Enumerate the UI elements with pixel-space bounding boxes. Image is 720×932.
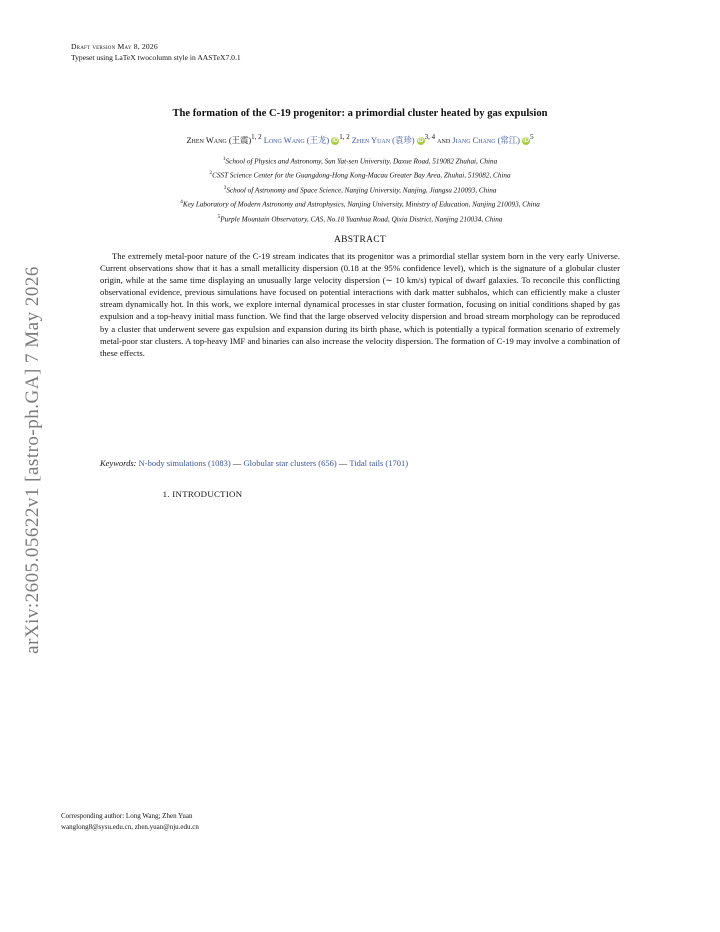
affiliation: $^3$School of Astronomy and Space Science, Nanjing University, Nanjing, Jiangsu 210093, China — [223, 184, 497, 195]
left-column — [61, 488, 344, 504]
typeset-header: Typeset using LaTeX twocolumn style in AASTeX7.0.1 — [71, 53, 241, 62]
orcid-icon[interactable]: iD — [523, 137, 530, 144]
corresponding-author-note: Corresponding author: Long Wang; Zhen Yuan wanglong8@sysu.edu.cn, zhen.yuan@nju.edu.cn — [61, 811, 344, 832]
keyword-link[interactable]: Globular star clusters (656) — [243, 458, 337, 468]
keyword-link[interactable]: Tidal tails (1701) — [349, 458, 409, 468]
section-heading: 1. INTRODUCTION — [162, 489, 243, 499]
affiliation: $^2$CSST Science Center for the Guangdong-Hong Kong-Macau Greater Bay Area, Zhuhai, 519082, China — [209, 170, 511, 180]
affiliation: $^1$School of Physics and Astronomy, Sun Yat-sen University, Daxue Road, 519082 Zhuhai, China — [222, 156, 498, 166]
author-name[interactable]: Long Wang (王龙) — [263, 135, 330, 145]
author-name[interactable]: Jiang Chang (常江) — [452, 135, 520, 145]
orcid-icon[interactable]: iD — [417, 137, 424, 144]
affiliation: $^5$Purple Mountain Observatory, CAS, No.10 Yuanhua Road, Qixia District, Nanjing 210034, China — [217, 213, 503, 224]
author-name[interactable]: Zhen Yuan (袁珍) — [351, 135, 415, 145]
keyword-link[interactable]: N-body simulations (1083) — [138, 458, 231, 468]
affiliation-list — [70, 153, 650, 225]
author-list: Zhen Wang (王震)$^{1, 2}$ Long Wang (王龙) iD$^{1, 2}$ Zhen Yuan (袁珍) iD$^{3, 4}$ and Jiang Chang (常江) $iD^5$ — [186, 133, 534, 145]
draft-version-header: Draft version May 8, 2026 — [71, 42, 158, 51]
affiliation: $^4$Key Laboratory of Modern Astronomy and Astrophysics, Nanjing University, Ministry of Education, Nanjing 210093, China — [180, 199, 540, 209]
corresponding-emails[interactable]: wanglong8@sysu.edu.cn, zhen.yuan@nju.edu.cn — [61, 822, 199, 831]
abstract-body: The extremely metal-poor nature of the C-19 stream indicates that its progenitor was a primordial stellar system born in the very early Universe. Current observations show that it has a small metallicity dispersion (0.18 at the 95% confidence level), which is the signature of a globular cluster origin, while at the same time displaying an unusually large velocity dispersion (∼ 10 km/s) typical of dwarf galaxies. To reconcile this conflicting observational evidence, previous simulations have focused on potential interactions with dark matter subhalos, which can efficiently make a cluster stream dynamically hot. In this work, we explore internal dynamical processes in star cluster formation, focusing on initial conditions shaped by gas expulsion and a top-heavy initial mass function. We find that the large observed velocity dispersion and broad stream morphology can be reproduced by a cluster that underwent severe gas expulsion and expansion during its birth phase, which is potentially a typical formation scenario of extremely metal-poor star clusters. A top-heavy IMF and binaries can also increase the velocity dispersion. The formation of C-19 may involve a combination of these effects. — [100, 251, 620, 358]
orcid-icon[interactable]: iD — [332, 137, 339, 144]
keywords: Keywords: N-body simulations (1083) — Globular star clusters (656) — Tidal tails (1701) — [100, 458, 409, 468]
abstract-heading: ABSTRACT — [333, 235, 387, 245]
author-name: Zhen Wang (王震) — [186, 135, 252, 145]
arxiv-stamp: arXiv:2605.05622v1 [astro-ph.GA] 7 May 2026 — [22, 266, 43, 654]
paper-title: The formation of the C-19 progenitor: a primordial cluster heated by gas expulsion — [172, 108, 548, 119]
